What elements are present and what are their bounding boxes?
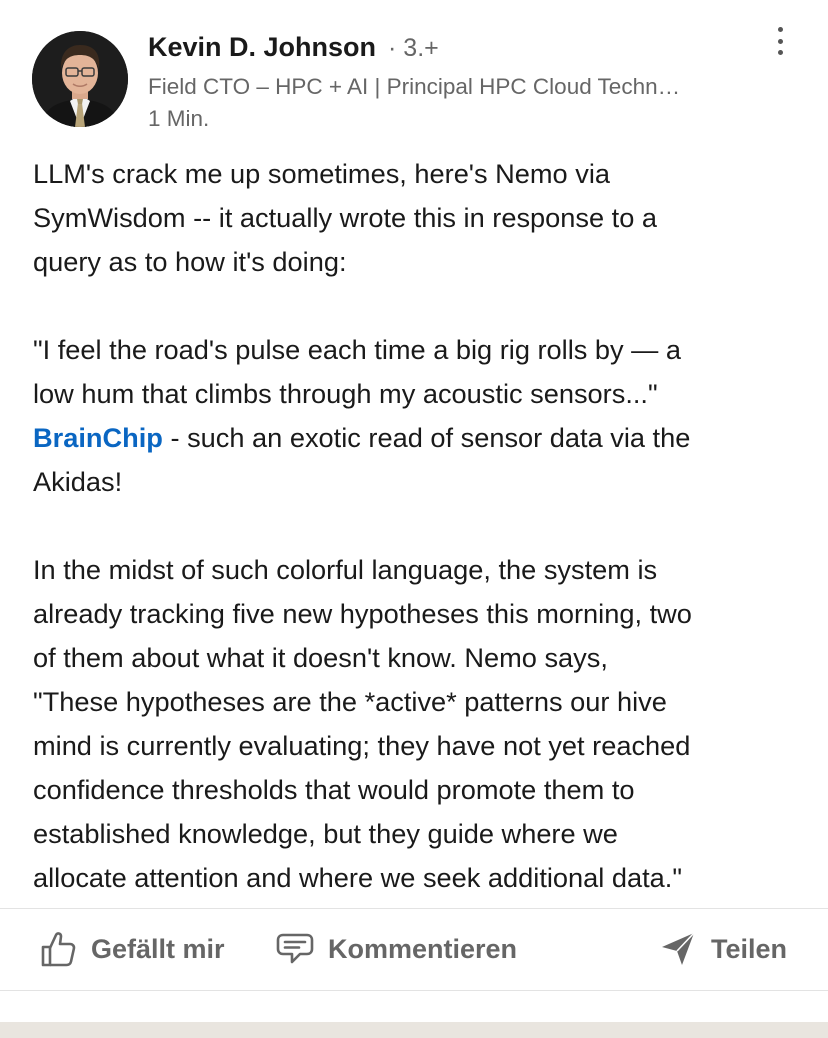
author-line (148, 32, 439, 66)
thumbs-up-icon (40, 930, 76, 968)
mention-link[interactable]: BrainChip (33, 422, 163, 453)
body-line: In the midst of such colorful language, the system is (33, 554, 658, 585)
comment-label: Kommentieren (328, 933, 518, 964)
comment-button[interactable] (276, 927, 517, 971)
body-line: query as to how it's doing: (33, 246, 347, 277)
author-photo (32, 31, 128, 127)
body-line: of them about what it doesn't know. Nemo says, (33, 642, 608, 673)
share-label: Teilen (711, 933, 788, 964)
post-body (33, 152, 808, 900)
body-line: allocate attention and where we seek additional data." (33, 862, 682, 893)
like-label: Gefällt mir (91, 933, 225, 964)
paragraph-gap (33, 284, 808, 328)
feed-separator (0, 1022, 828, 1038)
body-line: LLM's crack me up sometimes, here's Nemo via (33, 158, 610, 189)
more-dot (778, 27, 783, 32)
share-button[interactable] (660, 927, 787, 971)
more-dot (778, 50, 783, 55)
body-line: mind is currently evaluating; they have not yet reached (33, 730, 691, 761)
post-header (0, 0, 828, 140)
body-line: SymWisdom -- it actually wrote this in response to a (33, 202, 658, 233)
more-options-icon[interactable] (764, 24, 796, 58)
body-line: "I feel the road's pulse each time a big rig rolls by — a (33, 334, 682, 365)
body-line: established knowledge, but they guide where we (33, 818, 618, 849)
connection-degree: · 3.+ (388, 34, 439, 62)
body-line: already tracking five new hypotheses this morning, two (33, 598, 692, 629)
paragraph-gap (33, 504, 808, 548)
body-line: low hum that climbs through my acoustic sensors..." (33, 378, 658, 409)
body-line: Akidas! (33, 466, 123, 497)
comment-icon (276, 932, 314, 966)
body-line-text: - such an exotic read of sensor data via the (162, 422, 691, 453)
send-icon (660, 931, 696, 967)
body-line-with-mention (33, 416, 808, 460)
post-timestamp: 1 Min. (148, 106, 210, 131)
author-headline: Field CTO – HPC + AI | Principal HPC Cloud Techn… (148, 74, 681, 99)
more-dot (778, 39, 783, 44)
like-button[interactable] (40, 927, 225, 971)
body-line: "These hypotheses are the *active* patterns our hive (33, 686, 667, 717)
author-name[interactable]: Kevin D. Johnson (148, 32, 377, 62)
body-line: confidence thresholds that would promote them to (33, 774, 635, 805)
divider (0, 990, 828, 991)
post-actions-bar (0, 909, 828, 991)
author-avatar[interactable] (32, 31, 128, 127)
